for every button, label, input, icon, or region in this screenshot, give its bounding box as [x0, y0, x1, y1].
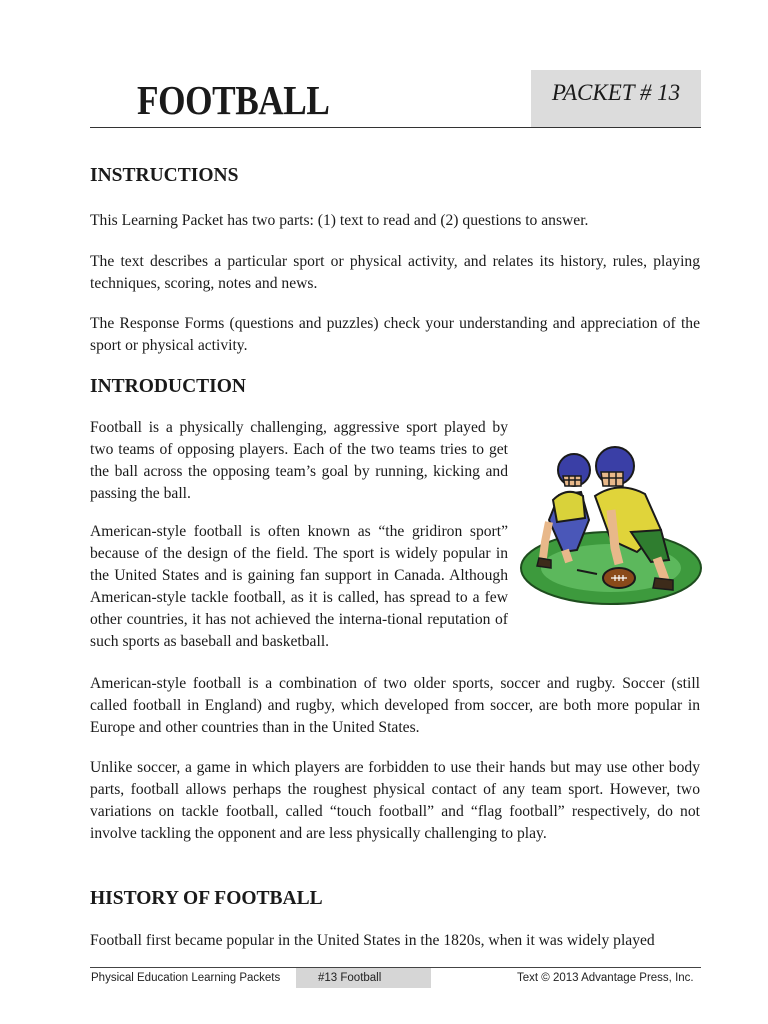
- history-paragraph-1: Football first became popular in the United States in the 1820s, when it was widely played: [90, 932, 655, 949]
- packet-label: PACKET # 13: [551, 80, 681, 105]
- instructions-paragraph-3: The Response Forms (questions and puzzles) check your understanding and appreciation of the sport or physical activity.: [90, 315, 700, 354]
- introduction-paragraph-4: Unlike soccer, a game in which players are forbidden to use their hands but may use other body parts, football allows perhaps the roughest physical contact of any team sport. However, two variations on tackle football, called “touch football” and “flag football” respectively, do not involve tackling the opponent and are less physically challenging to play.: [90, 759, 700, 842]
- instructions-paragraph-1: This Learning Packet has two parts: (1) text to read and (2) questions to answer.: [90, 212, 589, 229]
- instructions-heading: INSTRUCTIONS: [90, 165, 239, 186]
- packet-badge: [531, 70, 701, 128]
- page-title: FOOTBALL: [137, 77, 330, 123]
- instructions-paragraph-2: The text describes a particular sport or physical activity, and relates its history, rules, playing techniques, scoring, notes and news.: [90, 253, 700, 292]
- football-players-illustration: [519, 440, 703, 610]
- introduction-paragraph-3: American-style football is a combination of two older sports, soccer and rugby. Soccer (still called football in England) and rugby, which developed from soccer, are both more popular in Europe and other countries than in the United States.: [90, 675, 700, 736]
- footer-right-text: Text © 2013 Advantage Press, Inc.: [517, 972, 694, 984]
- introduction-paragraph-2: American-style football is often known as “the gridiron sport” because of the design of the field. The sport is widely popular in the United States and is gaining fan support in Canada. Although American-style tackle football, as it is called, has spread to a few other countries, it has not achieved the interna-tional reputation of such sports as baseball and basketball.: [90, 523, 508, 650]
- introduction-paragraph-1: Football is a physically challenging, aggressive sport played by two teams of opposing players. Each of the two teams tries to get the ball across the opposing team’s goal by running, kicking and passing the ball.: [90, 419, 508, 502]
- header-divider: [90, 127, 701, 128]
- footer-left-text: Physical Education Learning Packets: [91, 972, 281, 984]
- introduction-heading: INTRODUCTION: [90, 376, 247, 397]
- history-heading: HISTORY OF FOOTBALL: [90, 888, 323, 909]
- footer-center-text: #13 Football: [318, 972, 382, 984]
